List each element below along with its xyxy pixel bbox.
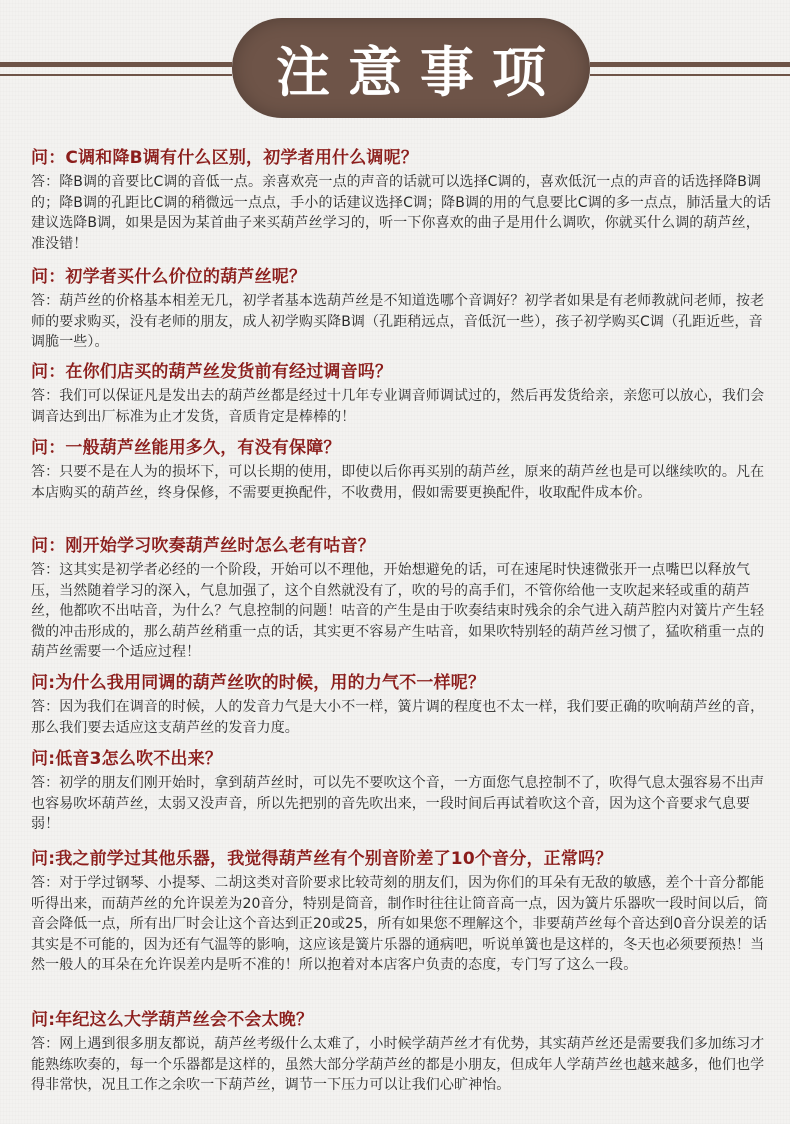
header-banner xyxy=(0,0,790,130)
header-line-right-thin xyxy=(590,74,790,76)
faq-question: 问：在你们店买的葫芦丝发货前有经过调音吗？ xyxy=(31,362,393,382)
faq-question: 问：初学者买什么价位的葫芦丝呢？ xyxy=(31,267,307,287)
faq-item xyxy=(31,1008,771,1096)
faq-item xyxy=(31,360,771,427)
faq-answer: 答：网上遇到很多朋友都说，葫芦丝考级什么太难了，小时候学葫芦丝才有优势，其实葫芦丝还是需要我们多加练习才能熟练吹奏的，每一个乐器都是这样的，虽然大部分学葫芦丝的都是小朋友，但成年人学葫芦丝也越来越多，他们也学得非常快，况且工作之余吹一下葫芦丝，调节一下压力可以让我们心旷神怡。 xyxy=(31,1036,765,1094)
faq-question: 问:我之前学过其他乐器，我觉得葫芦丝有个别音阶差了10个音分，正常吗？ xyxy=(31,849,613,869)
faq-item xyxy=(31,534,771,663)
faq-question: 问:年纪这么大学葫芦丝会不会太晚？ xyxy=(31,1010,314,1030)
faq-item xyxy=(31,265,771,353)
faq-question: 问：一般葫芦丝能用多久，有没有保障？ xyxy=(31,438,341,458)
faq-answer: 答：这其实是初学者必经的一个阶段，开始可以不理他，开始想避免的话，可在速尾时快速微张开一点嘴巴以释放气压，当然随着学习的深入，气息加强了，这个自然就没有了，吹的号的高手们，不管你给他一支吹起来轻或重的葫芦丝，他都吹不出咕音，为什么？气息控制的问题！咕音的产生是由于吹奏结束时残余的余气进入葫芦腔内对簧片产生轻微的冲击形成的，那么葫芦丝稍重一点的话，其实更不容易产生咕音，如果吹特别轻的葫芦丝习惯了，猛吹稍重一点的葫芦丝需要一个适应过程！ xyxy=(31,562,765,661)
header-line-left-thin xyxy=(0,74,232,76)
faq-question: 问：C调和降B调有什么区别，初学者用什么调呢？ xyxy=(31,148,419,168)
faq-item xyxy=(31,671,771,738)
faq-answer: 答：葫芦丝的价格基本相差无几，初学者基本选葫芦丝是不知道选哪个音调好？初学者如果是有老师教就问老师，按老师的要求购买，没有老师的朋友，成人初学购买降B调（孔距稍远点，音低沉一些），孩子初学购买C调（孔距近些，音调脆一些）。 xyxy=(31,293,765,351)
faq-item xyxy=(31,436,771,503)
faq-question: 问:为什么我用同调的葫芦丝吹的时候，用的力气不一样呢？ xyxy=(31,673,486,693)
faq-answer: 答：对于学过钢琴、小提琴、二胡这类对音阶要求比较苛刻的朋友们，因为你们的耳朵有无敌的敏感，差个十音分都能听得出来，而葫芦丝的允许误差为20音分，特别是筒音，制作时往往让筒音高一点，因为簧片乐器吹一段时间以后，筒音会降低一点，所有出厂时会让这个音达到正20或25，所有如果您不理解这个，非要葫芦丝每个音达到0音分误差的话其实是不可能的，因为还有气温等的影响，这应该是簧片乐器的通病吧，听说单簧也是这样的，冬天也必须要预热！当然一般人的耳朵在允许误差内是听不准的！所以抱着对本店客户负责的态度，专门写了这么一段。 xyxy=(31,875,769,974)
faq-question: 问:低音3怎么吹不出来？ xyxy=(31,749,223,769)
faq-item xyxy=(31,146,771,254)
page-title: 注意事项 xyxy=(276,39,564,104)
faq-item xyxy=(31,847,771,976)
faq-answer: 答：初学的朋友们刚开始时，拿到葫芦丝时，可以先不要吹这个音，一方面您气息控制不了，吹得气息太强容易不出声也容易吹坏葫芦丝，太弱又没声音，所以先把别的音先吹出来，一段时间后再试着吹这个音，因为这个音要求气息要弱！ xyxy=(31,775,765,833)
faq-item xyxy=(31,747,771,835)
faq-answer: 答：只要不是在人为的损坏下，可以长期的使用，即使以后你再买别的葫芦丝，原来的葫芦丝也是可以继续吹的。凡在本店购买的葫芦丝，终身保修，不需要更换配件，不收费用，假如需要更换配件，收取配件成本价。 xyxy=(31,464,765,501)
title-badge xyxy=(232,18,590,118)
faq-answer: 答：我们可以保证凡是发出去的葫芦丝都是经过十几年专业调音师调试过的，然后再发货给亲，亲您可以放心，我们会调音达到出厂标准为止才发货，音质肯定是棒棒的！ xyxy=(31,388,765,425)
header-line-left xyxy=(0,62,232,67)
faq-question: 问：刚开始学习吹奏葫芦丝时怎么老有咕音？ xyxy=(31,536,375,556)
faq-answer: 答：降B调的音要比C调的音低一点。亲喜欢亮一点的声音的话就可以选择C调的，喜欢低沉一点的声音的话选择降B调的；降B调的孔距比C调的稍微远一点点，手小的话建议选择C调；降B调的用的气息要比C调的多一点点，肺活量大的话建议选降B调，如果是因为某首曲子来买葫芦丝学习的，听一下你喜欢的曲子是用什么调吹，你就买什么调的葫芦丝，准没错！ xyxy=(31,174,771,252)
faq-answer: 答：因为我们在调音的时候，人的发音力气是大小不一样，簧片调的程度也不太一样，我们要正确的吹响葫芦丝的音，那么我们要去适应这支葫芦丝的发音力度。 xyxy=(31,699,765,736)
header-line-right xyxy=(590,62,790,67)
